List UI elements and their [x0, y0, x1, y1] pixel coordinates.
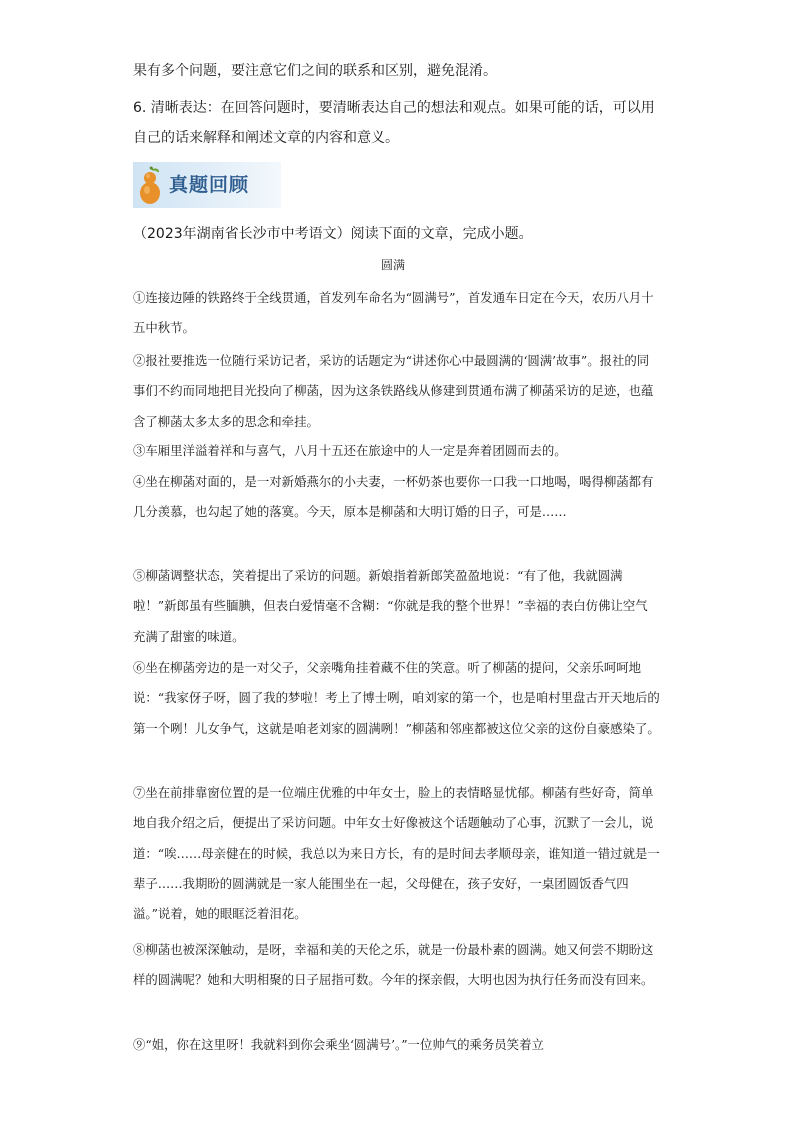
paragraph-3: [133, 436, 660, 466]
banner-title: 真题回顾: [169, 174, 250, 196]
paragraph-text: ⑦坐在前排靠窗位置的是一位端庄优雅的中年女士，脸上的表情略显忧郁。柳菡有些好奇，简单地自我介绍之后，便提出了采访问题。中年女士好像被这个话题触动了心事，沉默了一会儿，说道：“唉……母亲健在的时候，我总以为来日方长，有的是时间去孝顺母亲，谁知道一错过就是一辈子……我期盼的圆满就是一家人能围坐在一起，父母健在，孩子安好，一桌团圆饭香气四溢。”说着，她的眼眶泛着泪花。: [133, 785, 660, 922]
paragraph-6: [133, 653, 660, 744]
paragraph-7: [133, 778, 660, 929]
question-source: （2023年湖南省长沙市中考语文）阅读下面的文章，完成小题。: [133, 226, 533, 242]
paragraph-text: ⑤柳菡调整状态，笑着提出了采访的问题。新娘指着新郎笑盈盈地说：“有了他，我就圆满啦！”新郎虽有些腼腆，但表白爱情毫不含糊：“你就是我的整个世界！”幸福的表白仿佛让空气充满了甜蜜的味道。: [133, 568, 648, 644]
intro-line-3: 自己的话来解释和阐述文章的内容和意义。: [133, 130, 399, 146]
paragraph-text: ②报社要推选一位随行采访记者，采访的话题定为“讲述你心中最圆满的‘圆满’故事”。报社的同事们不约而同地把目光投向了柳菡，因为这条铁路线从修建到贯通布满了柳菡采访的足迹，也蕴含了柳菡太多太多的思念和牵挂。: [133, 353, 654, 429]
paragraph-text: ③车厢里洋溢着祥和与喜气，八月十五还在旅途中的人一定是奔着团圆而去的。: [133, 443, 567, 458]
paragraph-text: ①连接边陲的铁路终于全线贯通，首发列车命名为“圆满号”，首发通车日定在今天，农历八月十五中秋节。: [133, 290, 654, 336]
intro-line-1: 果有多个问题，要注意它们之间的联系和区别，避免混淆。: [133, 63, 497, 79]
paragraph-text: ④坐在柳菡对面的，是一对新婚燕尔的小夫妻，一杯奶茶也要你一口我一口地喝，喝得柳菡都有几分羡慕，也勾起了她的落寞。今天，原本是柳菡和大明订婚的日子，可是……: [133, 474, 654, 520]
gourd-icon: [136, 166, 166, 206]
paragraph-text: ⑧柳菡也被深深触动，是呀，幸福和美的天伦之乐，就是一份最朴素的圆满。她又何尝不期盼这样的圆满呢？她和大明相聚的日子屈指可数。今年的探亲假，大明也因为执行任务而没有回来。: [133, 942, 654, 988]
paragraph-1: [133, 283, 660, 344]
paragraph-8: [133, 935, 660, 996]
paragraph-9: [133, 1030, 660, 1060]
paragraph-2: [133, 346, 660, 437]
paragraph-text: ⑥坐在柳菡旁边的是一对父子，父亲嘴角挂着藏不住的笑意。听了柳菡的提问，父亲乐呵呵地说：“我家伢子呀，圆了我的梦啦！考上了博士咧，咱刘家的第一个，也是咱村里盘古开天地后的第一个咧！儿女争气，这就是咱老刘家的圆满咧！”柳菡和邻座都被这位父亲的这份自豪感染了。: [133, 660, 660, 736]
section-banner: [133, 162, 281, 208]
paragraph-4: [133, 467, 660, 528]
intro-line-2: 6. 清晰表达：在回答问题时，要清晰表达自己的想法和观点。如果可能的话，可以用: [133, 100, 655, 116]
paragraph-text: ⑨“姐，你在这里呀！我就料到你会乘坐‘圆满号’。”一位帅气的乘务员笑着立: [133, 1037, 544, 1052]
paragraph-5: [133, 561, 660, 652]
essay-title: 圆满: [381, 258, 406, 272]
